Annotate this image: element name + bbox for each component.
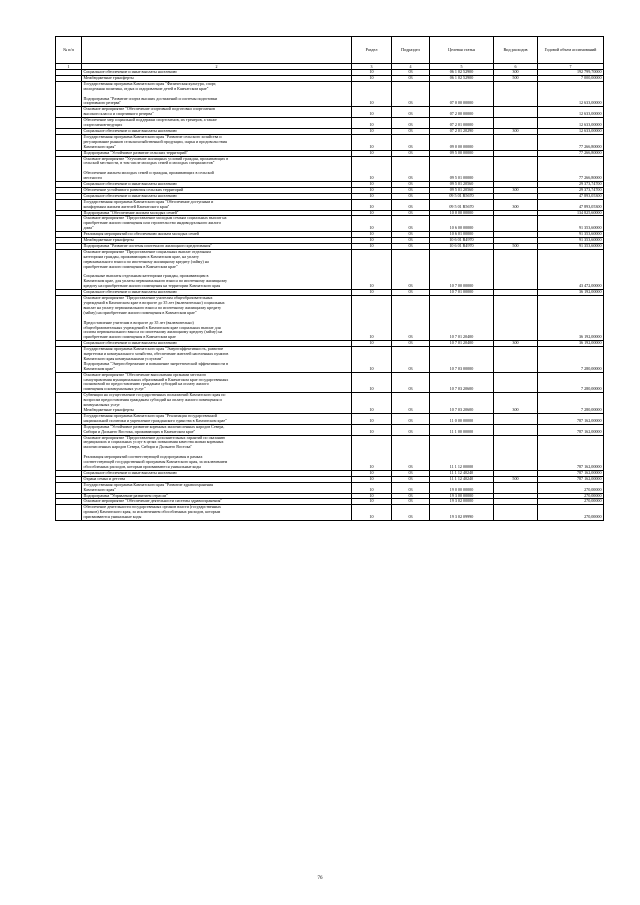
vid-cell: 500 xyxy=(494,476,538,482)
article-cell: 10 7 01 20400 xyxy=(430,341,494,347)
table-row xyxy=(56,199,604,210)
vid-cell xyxy=(494,347,538,373)
num-cell xyxy=(56,199,82,210)
vid-cell xyxy=(494,216,538,232)
sum-cell: 787 162,00000 xyxy=(538,435,604,470)
num-cell xyxy=(56,393,82,414)
name-cell: Основное мероприятие "Предоставление учителям общеобразовательных учреждений в Камчатском крае в возрасте до 35 лет (включительно) социальных выплат на уплату первоначального взноса по ипотечному жилищному кредиту (займу) на приобретение жилого помещения в Камчатском крае" Предоставление учителям в возрасте до 35 лет (включительно) общеобразовательных учреждений в Камчатском крае социальных выплат для оплаты первоначального взноса по ипотечному жилищному кредиту (займу) на приобретение жилого помещения в Камчатском крае xyxy=(82,296,352,341)
index-cell: 4 xyxy=(392,64,430,70)
article-cell: 09 5 01 R5670 xyxy=(430,199,494,210)
podrazdel-cell: 03 xyxy=(392,244,430,250)
razdel-cell: 10 xyxy=(352,435,392,470)
article-cell: 10 7 03 20600 xyxy=(430,372,494,393)
article-cell: 11 1 12 00000 xyxy=(430,435,494,470)
table-row xyxy=(56,505,604,521)
podrazdel-cell: 03 xyxy=(392,341,430,347)
razdel-cell: 10 xyxy=(352,493,392,499)
sum-cell: 7 280,00000 xyxy=(538,347,604,373)
sum-cell: 7 280,00000 xyxy=(538,393,604,414)
sum-cell: 36 192,00000 xyxy=(538,296,604,341)
name-cell: Подпрограмма "Устойчивое развитие коренных малочисленных народов Севера, Сибири и Дальнего Востока, проживающих в Камчатском крае" xyxy=(82,424,352,435)
article-cell: 06 1 02 52900 xyxy=(430,75,494,81)
table-row xyxy=(56,413,604,424)
razdel-cell: 10 xyxy=(352,424,392,435)
vid-cell xyxy=(494,505,538,521)
podrazdel-cell: 03 xyxy=(392,81,430,107)
razdel-cell: 10 xyxy=(352,81,392,107)
vid-cell xyxy=(494,156,538,182)
razdel-cell: 10 xyxy=(352,476,392,482)
name-cell: Социальное обеспечение и иные выплаты населению xyxy=(82,470,352,476)
podrazdel-cell: 03 xyxy=(392,482,430,493)
name-cell: Обеспечение мер социальной поддержки спортсменов, их тренеров, а также спортсменов-ведущих xyxy=(82,118,352,129)
razdel-cell: 10 xyxy=(352,216,392,232)
podrazdel-cell: 03 xyxy=(392,128,430,134)
name-cell: Государственная программа Камчатского края "Физическая культура, спорт, молодежная политика, отдых и оздоровление детей в Камчатском крае" Подпрограмма "Развитие спорта высших достижений и системы подготовки спортивного резерва" xyxy=(82,81,352,107)
name-cell: Государственная программа Камчатского края "Обеспечение доступным и комфортным жильем жителей Камчатского края" xyxy=(82,199,352,210)
sum-cell: 47 893,05300 xyxy=(538,193,604,199)
num-cell xyxy=(56,118,82,129)
name-cell: Социальное обеспечение и иные выплаты населению xyxy=(82,128,352,134)
razdel-cell: 10 xyxy=(352,128,392,134)
razdel-cell: 10 xyxy=(352,290,392,296)
podrazdel-cell: 03 xyxy=(392,499,430,505)
sum-cell: 787 162,00000 xyxy=(538,476,604,482)
razdel-cell: 10 xyxy=(352,372,392,393)
sum-cell: 270,00000 xyxy=(538,493,604,499)
podrazdel-cell: 03 xyxy=(392,290,430,296)
vid-cell: 300 xyxy=(494,393,538,414)
article-cell: 19 0 00 00000 xyxy=(430,482,494,493)
razdel-cell: 10 xyxy=(352,296,392,341)
podrazdel-cell: 03 xyxy=(392,232,430,238)
article-cell: 10 7 01 20400 xyxy=(430,296,494,341)
podrazdel-cell: 03 xyxy=(392,424,430,435)
razdel-cell: 10 xyxy=(352,75,392,81)
index-cell: 2 xyxy=(82,64,352,70)
razdel-cell: 10 xyxy=(352,393,392,414)
table-row xyxy=(56,372,604,393)
article-cell: 09 5 00 00000 xyxy=(430,150,494,156)
table-row xyxy=(56,216,604,232)
sum-cell: 36 192,00000 xyxy=(538,341,604,347)
index-cell: 7 xyxy=(538,64,604,70)
article-cell: 10 0 00 00000 xyxy=(430,210,494,216)
vid-cell: 500 xyxy=(494,244,538,250)
vid-cell: 300 xyxy=(494,199,538,210)
podrazdel-cell: 03 xyxy=(392,210,430,216)
vid-cell xyxy=(494,372,538,393)
name-cell: Межбюджетные трансферты xyxy=(82,75,352,81)
sum-cell: 787 162,00000 xyxy=(538,470,604,476)
article-cell: 11 0 00 00000 xyxy=(430,413,494,424)
table-row xyxy=(56,118,604,129)
razdel-cell: 10 xyxy=(352,187,392,193)
sum-cell: 91 353,60000 xyxy=(538,238,604,244)
table-body xyxy=(56,70,604,521)
vid-cell xyxy=(494,249,538,289)
podrazdel-cell: 03 xyxy=(392,393,430,414)
name-cell: Государственная программа Камчатского края "Развитие здравоохранения Камчатского края" xyxy=(82,482,352,493)
table-row xyxy=(56,296,604,341)
name-cell: Обеспечение устойчивого развития сельских территорий xyxy=(82,187,352,193)
num-cell xyxy=(56,107,82,118)
budget-table xyxy=(55,36,604,521)
table-row xyxy=(56,347,604,373)
sum-cell: 787 162,00000 xyxy=(538,413,604,424)
num-cell xyxy=(56,505,82,521)
razdel-cell: 10 xyxy=(352,232,392,238)
table-row xyxy=(56,156,604,182)
sum-cell: 77 266,80000 xyxy=(538,156,604,182)
header-article: Целевая статья xyxy=(430,37,494,64)
vid-cell: 300 xyxy=(494,70,538,76)
razdel-cell: 10 xyxy=(352,70,392,76)
num-cell xyxy=(56,249,82,289)
sum-cell: 270,00000 xyxy=(538,505,604,521)
article-cell: 09 5 01 20560 xyxy=(430,187,494,193)
table-row xyxy=(56,81,604,107)
name-cell: Реализация мероприятий по обеспечению жильем молодых семей xyxy=(82,232,352,238)
name-cell: Охрана семьи и детства xyxy=(82,476,352,482)
name-cell: Подпрограмма "Обеспечение жильем молодых семей" xyxy=(82,210,352,216)
num-cell xyxy=(56,372,82,393)
name-cell: Социальное обеспечение и иные выплаты населению xyxy=(82,290,352,296)
razdel-cell: 10 xyxy=(352,150,392,156)
sum-cell: 12 633,00000 xyxy=(538,81,604,107)
article-cell: 19 3 00 00000 xyxy=(430,493,494,499)
table-row xyxy=(56,249,604,289)
podrazdel-cell: 03 xyxy=(392,476,430,482)
razdel-cell: 10 xyxy=(352,347,392,373)
article-cell: 19 3 02 09990 xyxy=(430,505,494,521)
article-cell: 10 6 01 00000 xyxy=(430,232,494,238)
sum-cell: 12 633,00000 xyxy=(538,128,604,134)
sum-cell: 134 825,60000 xyxy=(538,210,604,216)
name-cell: Основное мероприятие "Обеспечение спортивной подготовки спортсменов высокого класса и спортивного резерва" xyxy=(82,107,352,118)
table-row xyxy=(56,393,604,414)
article-cell: 11 1 00 00000 xyxy=(430,424,494,435)
sum-cell: 91 353,60000 xyxy=(538,232,604,238)
podrazdel-cell: 03 xyxy=(392,413,430,424)
vid-cell: 500 xyxy=(494,75,538,81)
podrazdel-cell: 03 xyxy=(392,118,430,129)
podrazdel-cell: 03 xyxy=(392,134,430,150)
article-cell: 10 6 01 R4970 xyxy=(430,244,494,250)
sum-cell: 77 266,80000 xyxy=(538,150,604,156)
podrazdel-cell: 03 xyxy=(392,347,430,373)
vid-cell xyxy=(494,424,538,435)
sum-cell: 7 000,00000 xyxy=(538,75,604,81)
vid-cell xyxy=(494,482,538,493)
podrazdel-cell: 03 xyxy=(392,216,430,232)
article-cell: 09 5 01 R5670 xyxy=(430,193,494,199)
num-cell xyxy=(56,424,82,435)
sum-cell: 270,00000 xyxy=(538,482,604,493)
podrazdel-cell: 03 xyxy=(392,435,430,470)
header-sum: Годовой объем ассигнований xyxy=(538,37,604,64)
num-cell xyxy=(56,81,82,107)
table-row xyxy=(56,482,604,493)
podrazdel-cell: 03 xyxy=(392,505,430,521)
razdel-cell: 10 xyxy=(352,156,392,182)
num-cell xyxy=(56,482,82,493)
article-cell: 11 1 12 40240 xyxy=(430,470,494,476)
razdel-cell: 10 xyxy=(352,118,392,129)
sum-cell: 91 353,60000 xyxy=(538,216,604,232)
razdel-cell: 10 xyxy=(352,505,392,521)
header-razdel: Раздел xyxy=(352,37,392,64)
article-cell: 19 3 02 00000 xyxy=(430,499,494,505)
sum-cell: 47 893,05300 xyxy=(538,199,604,210)
podrazdel-cell: 03 xyxy=(392,493,430,499)
name-cell: Подпрограмма "Устойчивое развитие сельских территорий" xyxy=(82,150,352,156)
podrazdel-cell: 03 xyxy=(392,156,430,182)
name-cell: Социальное обеспечение и иные выплаты населению xyxy=(82,182,352,188)
article-cell: 09 5 01 20560 xyxy=(430,182,494,188)
razdel-cell: 10 xyxy=(352,107,392,118)
podrazdel-cell: 03 xyxy=(392,470,430,476)
header-podrazdel: Подраздел xyxy=(392,37,430,64)
razdel-cell: 10 xyxy=(352,249,392,289)
podrazdel-cell: 03 xyxy=(392,238,430,244)
podrazdel-cell: 03 xyxy=(392,199,430,210)
vid-cell xyxy=(494,435,538,470)
table-header-row xyxy=(56,37,604,64)
podrazdel-cell: 03 xyxy=(392,193,430,199)
vid-cell xyxy=(494,413,538,424)
podrazdel-cell: 03 xyxy=(392,187,430,193)
sum-cell: 12 633,00000 xyxy=(538,118,604,129)
name-cell: Основное мероприятие "Обеспечение деятельности системы здравоохранения" xyxy=(82,499,352,505)
podrazdel-cell: 03 xyxy=(392,107,430,118)
name-cell: Социальное обеспечение и иные выплаты населению xyxy=(82,70,352,76)
sum-cell: 787 162,00000 xyxy=(538,424,604,435)
vid-cell: 300 xyxy=(494,341,538,347)
podrazdel-cell: 03 xyxy=(392,75,430,81)
header-name xyxy=(82,37,352,64)
name-cell: Обеспечение деятельности государственных органов власти (государственных органов) Камчатского края, за исключением обособленных расходов, которым присваиваются уникальные коды xyxy=(82,505,352,521)
name-cell: Государственная программа Камчатского края "Развитие сельского хозяйства и регулирование рынков сельскохозяйственной продукции, сырья и продовольствия Камчатского края" xyxy=(82,134,352,150)
razdel-cell: 10 xyxy=(352,482,392,493)
article-cell: 07 2 01 20290 xyxy=(430,128,494,134)
article-cell: 11 1 12 40240 xyxy=(430,476,494,482)
header-num: № п/п xyxy=(56,37,82,64)
razdel-cell: 10 xyxy=(352,238,392,244)
podrazdel-cell: 03 xyxy=(392,296,430,341)
razdel-cell: 10 xyxy=(352,193,392,199)
num-cell xyxy=(56,216,82,232)
name-cell: Межбюджетные трансферты xyxy=(82,238,352,244)
name-cell: Подпрограмма "Управление развитием отрасли" xyxy=(82,493,352,499)
vid-cell xyxy=(494,118,538,129)
table-row xyxy=(56,424,604,435)
name-cell: Субвенции на осуществление государственных полномочий Камчатского края по вопросам предоставления гражданам субсидий на оплату жилого помещения и коммунальных услуг Межбюджетные трансферты xyxy=(82,393,352,414)
podrazdel-cell: 03 xyxy=(392,249,430,289)
razdel-cell: 10 xyxy=(352,210,392,216)
podrazdel-cell: 03 xyxy=(392,182,430,188)
razdel-cell: 10 xyxy=(352,341,392,347)
podrazdel-cell: 03 xyxy=(392,70,430,76)
name-cell: Основное мероприятие "Предоставление молодым семьям социальных выплат на приобретение жилого помещения или строительство индивидуального жилого дома" xyxy=(82,216,352,232)
index-cell: 6 xyxy=(494,64,538,70)
page-number: 76 xyxy=(317,876,323,881)
article-cell: 10 7 03 20600 xyxy=(430,393,494,414)
num-cell xyxy=(56,413,82,424)
name-cell: Основное мероприятие "Предоставление дополнительных гарантий по оказанию медицинских и социальных услуг в целях повышения качества жизни коренных малочисленных народов Севера, Сибири и Дальнего Востока" Реализация мероприятий соответствующей подпрограммы в рамках соответствующей государственной программы Камчатского края, за исключением обособленных расходов, которым присваиваются уникальные коды xyxy=(82,435,352,470)
article-cell: 10 6 00 00000 xyxy=(430,216,494,232)
razdel-cell: 10 xyxy=(352,182,392,188)
sum-cell: 36 192,00000 xyxy=(538,290,604,296)
article-cell: 10 6 01 R4970 xyxy=(430,238,494,244)
num-cell xyxy=(56,296,82,341)
index-cell: 3 xyxy=(352,64,392,70)
header-vid: Вид расходов xyxy=(494,37,538,64)
index-cell: 5 xyxy=(430,64,494,70)
name-cell: Государственная программа Камчатского края "Энергоэффективность, развитие энергетики и коммунального хозяйства, обеспечение жителей населенных пунктов Камчатского края коммунальными услугами" Подпрограмма "Энергосбережение и повышение энергетической эффективности в Камчатском крае" xyxy=(82,347,352,373)
podrazdel-cell: 03 xyxy=(392,150,430,156)
num-cell xyxy=(56,435,82,470)
article-cell: 09 5 01 00000 xyxy=(430,156,494,182)
sum-cell: 77 266,80000 xyxy=(538,134,604,150)
table-row xyxy=(56,134,604,150)
article-cell: 10 7 01 00000 xyxy=(430,290,494,296)
sum-cell: 29 373,74700 xyxy=(538,187,604,193)
sum-cell: 270,00000 xyxy=(538,499,604,505)
name-cell: Основное мероприятие "Предоставление социальных выплат отдельным категориям граждан, проживающим в Камчатском крае, на уплату первоначального взноса по ипотечному жилищному кредиту (займу) на приобретение жилого помещения в Камчатском крае" Социальные выплаты отдельным категориям граждан, проживающим в Камчатском крае, для уплаты первоначального взноса по ипотечному жилищному кредиту на приобретение жилого помещения на территории Камчатского края xyxy=(82,249,352,289)
name-cell: Государственная программа Камчатского края "Реализация государственной национальной политики и укрепление гражданского единства в Камчатском крае" xyxy=(82,413,352,424)
razdel-cell: 10 xyxy=(352,199,392,210)
razdel-cell: 10 xyxy=(352,499,392,505)
num-cell xyxy=(56,134,82,150)
num-cell xyxy=(56,347,82,373)
razdel-cell: 10 xyxy=(352,413,392,424)
article-cell: 07 2 00 00000 xyxy=(430,107,494,118)
table-row xyxy=(56,107,604,118)
name-cell: Основное мероприятие "Обеспечение выполнения органами местного самоуправления муниципальных образований в Камчатском крае государственных полномочий по предоставлению гражданам субсидий на оплату жилого помещения и коммунальных услуг" xyxy=(82,372,352,393)
article-cell: 06 1 02 52900 xyxy=(430,70,494,76)
vid-cell xyxy=(494,107,538,118)
article-cell: 10 7 03 00000 xyxy=(430,347,494,373)
sum-cell: 29 373,74700 xyxy=(538,182,604,188)
razdel-cell: 10 xyxy=(352,244,392,250)
article-cell: 09 0 00 00000 xyxy=(430,134,494,150)
name-cell: Социальное обеспечение и иные выплаты населению xyxy=(82,341,352,347)
article-cell: 07 0 00 00000 xyxy=(430,81,494,107)
name-cell: Основное мероприятие "Улучшение жилищных условий граждан, проживающих в сельской местности, в том числе молодых семей и молодых специалистов" Обеспечение жильем молодых семей и граждан, проживающих в сельской местности xyxy=(82,156,352,182)
num-cell xyxy=(56,156,82,182)
podrazdel-cell: 03 xyxy=(392,372,430,393)
table-row xyxy=(56,435,604,470)
vid-cell: 300 xyxy=(494,128,538,134)
index-cell: 1 xyxy=(56,64,82,70)
vid-cell xyxy=(494,81,538,107)
sum-cell: 192 799,70000 xyxy=(538,70,604,76)
razdel-cell: 10 xyxy=(352,134,392,150)
article-cell: 07 2 01 00000 xyxy=(430,118,494,129)
article-cell: 10 7 00 00000 xyxy=(430,249,494,289)
sum-cell: 43 472,00000 xyxy=(538,249,604,289)
sum-cell: 12 633,00000 xyxy=(538,107,604,118)
name-cell: Подпрограмма "Развитие системы ипотечного жилищного кредитования" xyxy=(82,244,352,250)
vid-cell: 300 xyxy=(494,187,538,193)
vid-cell xyxy=(494,296,538,341)
name-cell: Социальное обеспечение и иные выплаты населению xyxy=(82,193,352,199)
sum-cell: 7 280,00000 xyxy=(538,372,604,393)
sum-cell: 91 353,60000 xyxy=(538,244,604,250)
razdel-cell: 10 xyxy=(352,470,392,476)
budget-table-page xyxy=(55,36,603,521)
vid-cell xyxy=(494,134,538,150)
